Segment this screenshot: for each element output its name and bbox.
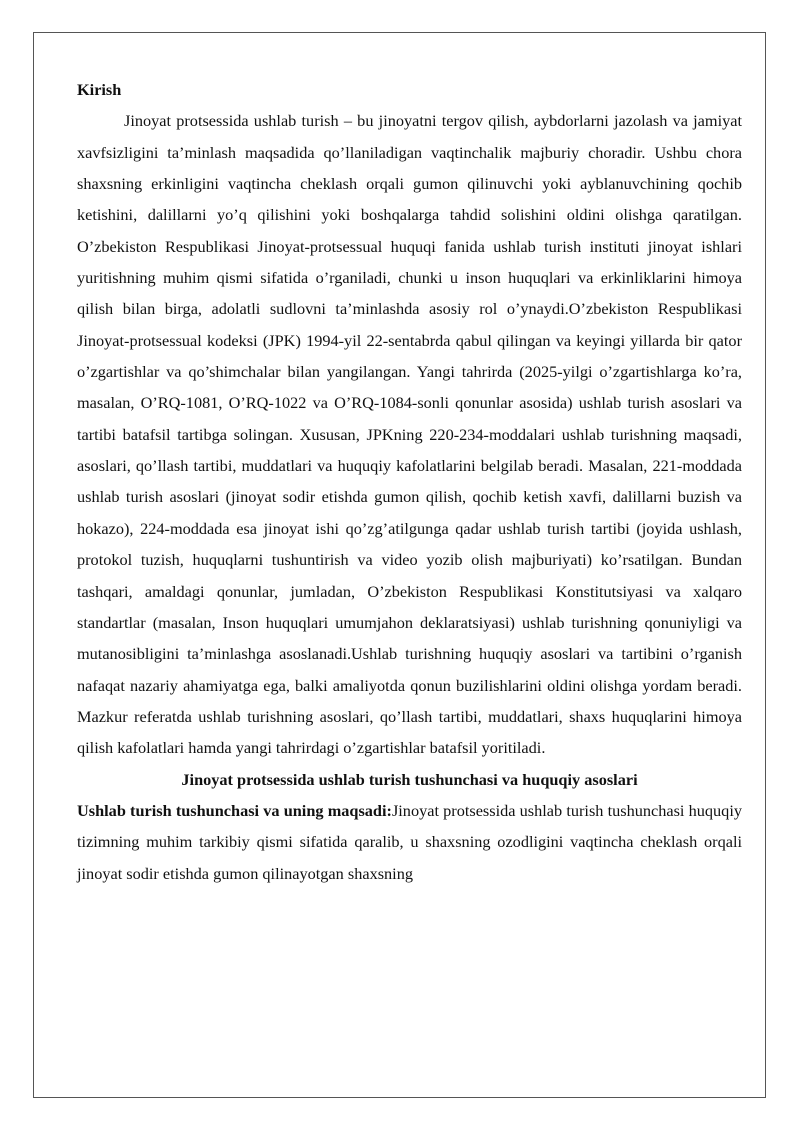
subsection-text: Jinoyat protsessida ushlab turish tushunchasi huquqiy tizimning muhim tarkibiy qismi sifatida qaralib, u shaxsning ozodligini vaqtincha cheklash orqali jinoyat sodir etishda gumon qilinayotgan shaxsning [77, 800, 742, 883]
document-body [77, 74, 742, 889]
subsection-paragraph [77, 795, 742, 889]
section-title: Jinoyat protsessida ushlab turish tushunchasi va huquqiy asoslari [181, 769, 638, 789]
intro-paragraph: Jinoyat protsessida ushlab turish – bu jinoyatni tergov qilish, aybdorlarni jazolash va jamiyat xavfsizligini ta’minlash maqsadida qo’llaniladigan vaqtinchalik majburiy choradir. Ushbu chora shaxsning erkinligini vaqtincha cheklash orqali gumon qilinuvchi yoki ayblanuvchining qochib ketishini, dalillarni yo’q qilishini yoki boshqalarga tahdid solishini oldini olishga qaratilgan. O’zbekiston Respublikasi Jinoyat-protsessual huquqi fanida ushlab turish instituti jinoyat ishlari yuritishning muhim qismi sifatida o’rganiladi, chunki u inson huquqlari va erkinliklarini himoya qilish bilan birga, adolatli sudlovni ta’minlashda asosiy rol o’ynaydi.O’zbekiston Respublikasi Jinoyat-protsessual kodeksi (JPK) 1994-yil 22-sentabrda qabul qilingan va keyingi yillarda bir qator o’zgartishlar va qo’shimchalar bilan yangilangan. Yangi tahrirda (2025-yilgi o’zgartishlarga ko’ra, masalan, O’RQ-1081, O’RQ-1022 va O’RQ-1084-sonli qonunlar asosida) ushlab turish asoslari va tartibi batafsil tartibga solingan. Xususan, JPKning 220-234-moddalari ushlab turishning maqsadi, asoslari, qo’llash tartibi, muddatlari va huquqiy kafolatlarini belgilab beradi. Masalan, 221-moddada ushlab turish asoslari (jinoyat sodir etishda gumon qilish, qochib ketish xavfi, dalillarni buzish va hokazo), 224-moddada esa jinoyat ishi qo’zg’atilgunga qadar ushlab turish tartibi (joyida ushlash, protokol tuzish, huquqlarni tushuntirish va video yozib olish majburiyati) ko’rsatilgan. Bundan tashqari, amaldagi qonunlar, jumladan, O’zbekiston Respublikasi Konstitutsiyasi va xalqaro standartlar (masalan, Inson huquqlari umumjahon deklaratsiyasi) ushlab turishning qonuniyligi va mutanosibligini ta’minlashga asoslanadi.Ushlab turishning huquqiy asoslari va tartibini o’rganish nafaqat nazariy ahamiyatga ega, balki amaliyotda qonun buzilishlarini oldini olishga yordam beradi. Mazkur referatda ushlab turishning asoslari, qo’llash tartibi, muddatlari, shaxs huquqlarini himoya qilish kafolatlari hamda yangi tahrirdagi o’zgartishlar batafsil yoritiladi. [77, 111, 742, 758]
subsection-lead: Ushlab turish tushunchasi va uning maqsadi: [77, 800, 392, 820]
document-heading: Kirish [77, 80, 122, 99]
